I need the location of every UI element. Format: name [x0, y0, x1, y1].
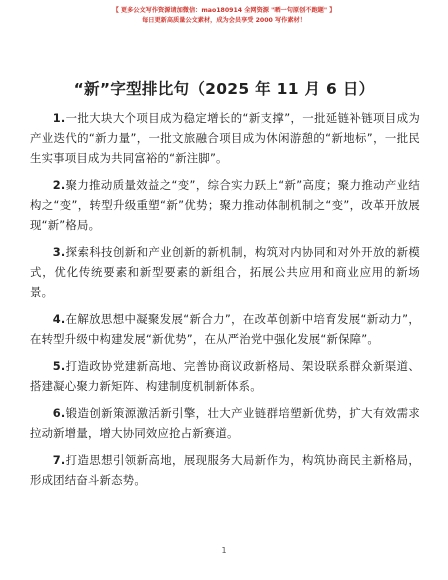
paragraph-number: 5. [52, 359, 66, 373]
page-number: 1 [221, 546, 227, 555]
paragraph-number: 7. [52, 453, 66, 467]
paragraph-number: 3. [52, 245, 66, 259]
paragraph-number: 4. [52, 312, 66, 326]
paragraph-number: 2. [52, 178, 66, 192]
paragraph-text: 聚力推动质量效益之“变”，综合实力跃上“新”高度；聚力推动产业结构之“变”，转型升级重塑“新”优势；聚力推动体制机制之“变”，改革开放展现“新”格局。 [30, 178, 420, 232]
document-title: “新”字型排比句（2025 年 11 月 6 日） [73, 80, 375, 98]
paragraph-7 [30, 450, 420, 490]
paragraph-text: 探索科技创新和产业创新的新机制，构筑对内协同和对外开放的新模式，优化传统要素和新型要素的新组合，拓展公共应用和商业应用的新场景。 [30, 245, 420, 299]
paragraph-3 [30, 242, 420, 302]
paragraph-1 [30, 108, 420, 168]
paragraph-text: 锻造创新策源激活新引擎，壮大产业链群培塑新优势，扩大有效需求拉动新增量，增大协同效应抢占新赛道。 [30, 406, 420, 440]
banner-line-1: 【 更多公文写作资源请加微信：mao180914 全网资源 "晒一句原创不跑题" 】 [112, 7, 336, 14]
header-banner [0, 6, 448, 26]
paragraph-text: 一批大块大个项目成为稳定增长的“新支撑”，一批延链补链项目成为产业迭代的“新力量”，一批文旅融合项目成为休闲游憩的“新地标”，一批民生实事项目成为共同富裕的“新注脚”。 [30, 111, 420, 165]
banner-line-2: 每日更新高质量公文素材，成为会员享受 2000 写作素材！ [142, 17, 306, 24]
paragraph-text: 打造政协党建新高地、完善协商议政新格局、架设联系群众新渠道、搭建凝心聚力新矩阵、构建制度机制新体系。 [30, 359, 420, 393]
paragraph-number: 1. [52, 111, 66, 125]
paragraph-6 [30, 403, 420, 443]
document-body [30, 108, 420, 497]
paragraph-text: 打造思想引领新高地，展现服务大局新作为，构筑协商民主新格局，形成团结奋斗新态势。 [30, 453, 420, 487]
paragraph-2 [30, 175, 420, 235]
paragraph-4 [30, 309, 420, 349]
paragraph-number: 6. [52, 406, 66, 420]
paragraph-5 [30, 356, 420, 396]
paragraph-text: 在解放思想中凝聚发展“新合力”，在改革创新中培育发展“新动力”，在转型升级中构建发展“新优势”，在从严治党中强化发展“新保障”。 [30, 312, 420, 346]
